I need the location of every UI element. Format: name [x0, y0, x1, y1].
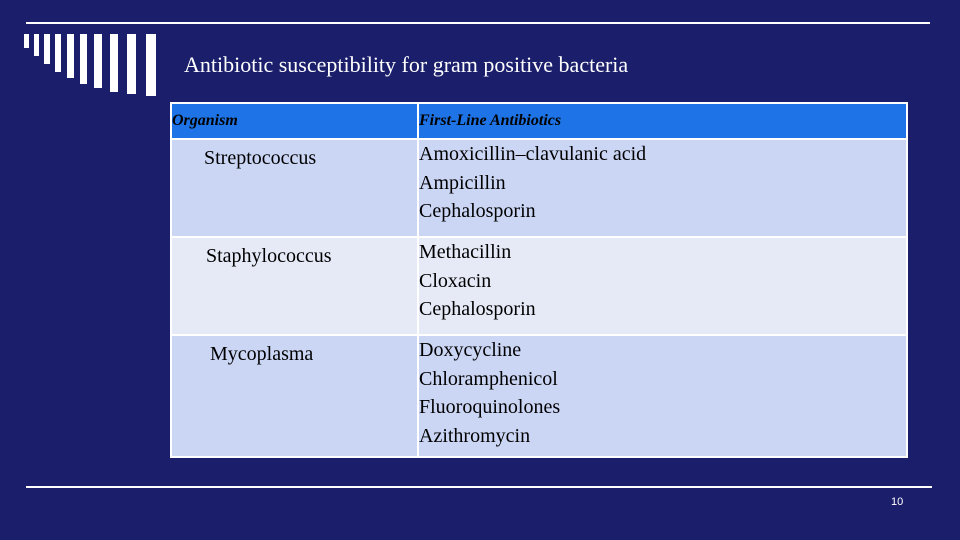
bottom-rule: [26, 486, 932, 488]
bar-pattern-icon: [24, 34, 159, 96]
page-number: 10: [891, 496, 904, 508]
table-row: [171, 237, 907, 335]
antibiotic-item: Amoxicillin–clavulanic acid: [419, 143, 647, 165]
organism-name: Staphylococcus: [206, 245, 332, 267]
table-row: [171, 335, 907, 457]
antibiotics-cell: [418, 139, 907, 237]
antibiotic-table: [170, 102, 908, 458]
header-antibiotics: First-Line Antibiotics: [418, 103, 907, 139]
top-rule: [26, 22, 930, 24]
antibiotic-item: Methacillin: [419, 241, 512, 263]
organism-name: Streptococcus: [204, 147, 317, 169]
antibiotic-item: Ampicillin: [419, 171, 506, 194]
antibiotic-item: Cephalosporin: [419, 200, 536, 222]
antibiotic-item: Doxycycline: [419, 339, 522, 361]
antibiotic-item: Fluoroquinolones: [419, 396, 561, 418]
header-organism: Organism: [171, 103, 418, 139]
organism-cell: [171, 139, 418, 237]
organism-cell: [171, 335, 418, 457]
slide-title: Antibiotic susceptibility for gram positive bacteria: [184, 52, 629, 77]
antibiotics-cell: [418, 237, 907, 335]
organism-name: Mycoplasma: [210, 343, 314, 365]
antibiotics-cell: [418, 335, 907, 457]
antibiotic-item: Azithromycin: [419, 424, 531, 447]
table-header-row: [171, 103, 907, 139]
table-row: [171, 139, 907, 237]
organism-cell: [171, 237, 418, 335]
antibiotic-item: Cloxacin: [419, 269, 492, 292]
antibiotic-item: Cephalosporin: [419, 298, 536, 320]
antibiotic-item: Chloramphenicol: [419, 367, 558, 390]
